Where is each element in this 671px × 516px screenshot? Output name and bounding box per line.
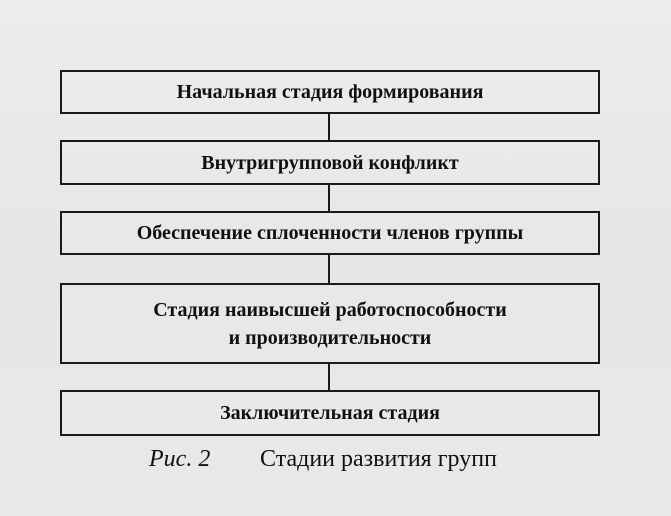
stage-box-peak-performance [60, 283, 600, 364]
stage-box-final [60, 390, 600, 436]
connector-line [328, 364, 330, 390]
stage-box-initial-formation [60, 70, 600, 114]
connector-line [328, 114, 330, 140]
stage-label-block [153, 296, 507, 352]
stage-label: Начальная стадия формирования [176, 81, 484, 103]
connector-line [328, 255, 330, 283]
stage-label: Заключительная стадия [220, 402, 440, 424]
stage-box-intragroup-conflict [60, 140, 600, 185]
figure-caption [0, 446, 671, 482]
figure-number: Рис. 2 [149, 446, 211, 472]
figure-title: Стадии развития групп [260, 446, 497, 472]
stage-label-line: и производительности [228, 326, 432, 349]
connector-line [328, 185, 330, 211]
stage-label: Обеспечение сплоченности членов группы [136, 222, 524, 244]
stage-label: Внутригрупповой конфликт [201, 151, 459, 174]
stage-label-line: Стадия наивысшей работоспособности [153, 298, 507, 321]
stage-box-cohesion [60, 211, 600, 255]
stages-flowchart [60, 70, 602, 430]
